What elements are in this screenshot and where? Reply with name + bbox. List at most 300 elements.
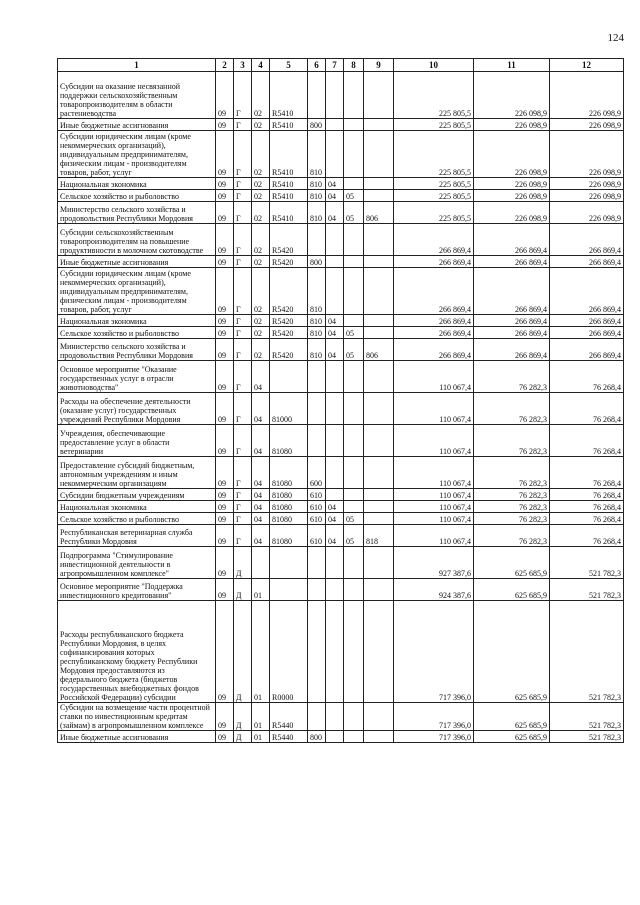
table-row	[58, 525, 624, 547]
row-value-cell	[344, 547, 364, 579]
row-value-cell: 04	[326, 501, 344, 513]
table-row	[58, 731, 624, 743]
row-value-cell: 05	[344, 339, 364, 361]
row-name-cell: Субсидии на оказание несвязанной поддержки сельскохозяйственным товаропроизводителям в области растениеводства	[58, 72, 216, 119]
row-value-cell	[364, 224, 394, 256]
row-value-cell: 226 098,9	[550, 119, 624, 131]
row-value-cell: Г	[234, 72, 252, 119]
row-value-cell	[326, 131, 344, 178]
row-value-cell: 01	[252, 731, 270, 743]
budget-table	[57, 58, 624, 743]
row-name-cell: Сельское хозяйство и рыболовство	[58, 190, 216, 202]
row-value-cell: R5420	[270, 256, 308, 268]
row-value-cell	[364, 425, 394, 457]
row-value-cell: 09	[216, 361, 234, 393]
table-row	[58, 489, 624, 501]
row-value-cell: 110 067,4	[394, 489, 474, 501]
row-value-cell: 110 067,4	[394, 457, 474, 489]
row-value-cell: 110 067,4	[394, 501, 474, 513]
row-value-cell: 810	[308, 339, 326, 361]
row-value-cell: 810	[308, 202, 326, 224]
table-row	[58, 457, 624, 489]
row-value-cell: 09	[216, 178, 234, 190]
table-body	[58, 72, 624, 743]
row-value-cell: 76 282,3	[474, 525, 550, 547]
row-value-cell	[344, 361, 364, 393]
row-value-cell	[364, 457, 394, 489]
row-value-cell: R5420	[270, 268, 308, 315]
row-value-cell: 76 268,4	[550, 457, 624, 489]
row-value-cell: 266 869,4	[394, 339, 474, 361]
row-value-cell: 81080	[270, 489, 308, 501]
table-row	[58, 339, 624, 361]
table-row	[58, 547, 624, 579]
row-value-cell: 600	[308, 457, 326, 489]
row-value-cell: 81080	[270, 513, 308, 525]
column-header: 11	[474, 59, 550, 72]
row-value-cell: 266 869,4	[550, 315, 624, 327]
column-header: 4	[252, 59, 270, 72]
row-value-cell	[364, 327, 394, 339]
row-value-cell: 09	[216, 393, 234, 425]
row-value-cell	[344, 457, 364, 489]
row-value-cell: 76 282,3	[474, 393, 550, 425]
row-value-cell	[344, 315, 364, 327]
row-value-cell: 02	[252, 190, 270, 202]
row-value-cell: 266 869,4	[474, 256, 550, 268]
table-row	[58, 361, 624, 393]
row-value-cell	[326, 361, 344, 393]
row-value-cell: 625 685,9	[474, 579, 550, 601]
row-value-cell: 521 782,3	[550, 731, 624, 743]
row-value-cell: Г	[234, 513, 252, 525]
row-value-cell: 09	[216, 489, 234, 501]
row-value-cell: R5440	[270, 731, 308, 743]
table-row	[58, 72, 624, 119]
row-name-cell: Основное мероприятие "Оказание государственных услуг в отрасли животноводства"	[58, 361, 216, 393]
row-value-cell: 266 869,4	[394, 224, 474, 256]
row-value-cell: 05	[344, 513, 364, 525]
row-value-cell: 09	[216, 339, 234, 361]
row-value-cell: 02	[252, 119, 270, 131]
row-value-cell	[270, 579, 308, 601]
column-header: 10	[394, 59, 474, 72]
row-value-cell: 266 869,4	[394, 268, 474, 315]
row-value-cell: 927 387,6	[394, 547, 474, 579]
row-value-cell	[344, 72, 364, 119]
row-value-cell: 09	[216, 731, 234, 743]
row-value-cell: 76 268,4	[550, 525, 624, 547]
row-value-cell: 09	[216, 202, 234, 224]
row-value-cell: 810	[308, 315, 326, 327]
row-value-cell: Г	[234, 327, 252, 339]
row-value-cell: 04	[326, 327, 344, 339]
row-value-cell: 110 067,4	[394, 393, 474, 425]
row-name-cell: Субсидии на возмещение части процентной ставки по инвестиционным кредитам (займам) в агропромышленном комплексе	[58, 703, 216, 731]
row-value-cell: 806	[364, 339, 394, 361]
row-value-cell	[326, 703, 344, 731]
row-value-cell: 05	[344, 202, 364, 224]
row-value-cell: 521 782,3	[550, 579, 624, 601]
row-value-cell	[326, 457, 344, 489]
row-value-cell: 924 387,6	[394, 579, 474, 601]
row-value-cell: 810	[308, 178, 326, 190]
row-value-cell	[364, 489, 394, 501]
row-value-cell: 04	[326, 513, 344, 525]
row-value-cell: 04	[252, 393, 270, 425]
row-value-cell	[364, 361, 394, 393]
row-value-cell: 800	[308, 119, 326, 131]
row-value-cell: 610	[308, 501, 326, 513]
column-header: 12	[550, 59, 624, 72]
row-value-cell: 05	[344, 190, 364, 202]
row-name-cell: Республиканская ветеринарная служба Республики Мордовия	[58, 525, 216, 547]
row-value-cell: 76 268,4	[550, 425, 624, 457]
row-value-cell	[308, 72, 326, 119]
row-value-cell	[364, 393, 394, 425]
row-value-cell: 09	[216, 327, 234, 339]
row-value-cell	[308, 425, 326, 457]
row-name-cell: Национальная экономика	[58, 315, 216, 327]
row-value-cell: 225 805,5	[394, 72, 474, 119]
row-value-cell: 110 067,4	[394, 525, 474, 547]
row-value-cell: 09	[216, 224, 234, 256]
table-row	[58, 601, 624, 703]
row-value-cell: 76 282,3	[474, 513, 550, 525]
row-value-cell: 05	[344, 327, 364, 339]
row-value-cell	[326, 425, 344, 457]
row-value-cell: 09	[216, 256, 234, 268]
row-name-cell: Иные бюджетные ассигнования	[58, 119, 216, 131]
row-value-cell: 01	[252, 703, 270, 731]
row-value-cell: 226 098,9	[474, 190, 550, 202]
row-value-cell: 266 869,4	[550, 224, 624, 256]
row-value-cell: 226 098,9	[474, 119, 550, 131]
row-value-cell: 225 805,5	[394, 119, 474, 131]
row-value-cell: 02	[252, 327, 270, 339]
row-value-cell: Г	[234, 315, 252, 327]
row-value-cell: 625 685,9	[474, 703, 550, 731]
row-value-cell: 02	[252, 72, 270, 119]
row-value-cell: 226 098,9	[474, 131, 550, 178]
row-value-cell: Г	[234, 393, 252, 425]
table-row	[58, 703, 624, 731]
row-value-cell: Г	[234, 256, 252, 268]
row-value-cell: 717 396,0	[394, 731, 474, 743]
row-value-cell: 610	[308, 513, 326, 525]
row-value-cell: 09	[216, 525, 234, 547]
row-value-cell: 521 782,3	[550, 703, 624, 731]
row-value-cell: 610	[308, 525, 326, 547]
row-value-cell: 625 685,9	[474, 731, 550, 743]
row-value-cell: Г	[234, 525, 252, 547]
row-value-cell: 266 869,4	[550, 268, 624, 315]
row-value-cell	[326, 224, 344, 256]
row-value-cell: 76 282,3	[474, 489, 550, 501]
column-header: 8	[344, 59, 364, 72]
row-value-cell: 04	[252, 425, 270, 457]
row-value-cell: Д	[234, 731, 252, 743]
row-value-cell	[364, 268, 394, 315]
row-name-cell: Министерство сельского хозяйства и продовольствия Республики Мордовия	[58, 202, 216, 224]
row-value-cell	[326, 256, 344, 268]
row-value-cell: 04	[326, 315, 344, 327]
row-value-cell: Г	[234, 268, 252, 315]
row-value-cell: 76 282,3	[474, 501, 550, 513]
row-value-cell: 09	[216, 703, 234, 731]
row-value-cell: 226 098,9	[550, 202, 624, 224]
row-value-cell: R0000	[270, 601, 308, 703]
row-value-cell: R5410	[270, 202, 308, 224]
row-value-cell	[308, 579, 326, 601]
row-value-cell: R5410	[270, 190, 308, 202]
row-value-cell	[344, 178, 364, 190]
column-header: 9	[364, 59, 394, 72]
row-name-cell: Иные бюджетные ассигнования	[58, 256, 216, 268]
row-name-cell: Сельское хозяйство и рыболовство	[58, 327, 216, 339]
row-name-cell: Основное мероприятие "Поддержка инвестиционного кредитования"	[58, 579, 216, 601]
row-value-cell: 76 282,3	[474, 361, 550, 393]
row-value-cell: R5410	[270, 119, 308, 131]
row-value-cell: 226 098,9	[474, 178, 550, 190]
row-value-cell	[270, 361, 308, 393]
row-value-cell: 01	[252, 601, 270, 703]
row-value-cell: 266 869,4	[394, 327, 474, 339]
row-value-cell	[364, 513, 394, 525]
row-value-cell: 76 268,4	[550, 513, 624, 525]
row-value-cell	[364, 119, 394, 131]
row-value-cell	[344, 393, 364, 425]
row-value-cell: 266 869,4	[394, 315, 474, 327]
row-value-cell: 225 805,5	[394, 202, 474, 224]
row-value-cell: 266 869,4	[474, 268, 550, 315]
row-value-cell: 717 396,0	[394, 703, 474, 731]
row-value-cell: Д	[234, 703, 252, 731]
row-value-cell: 266 869,4	[394, 256, 474, 268]
row-value-cell	[364, 579, 394, 601]
row-value-cell	[308, 393, 326, 425]
table-row	[58, 315, 624, 327]
row-value-cell	[270, 547, 308, 579]
row-value-cell	[364, 256, 394, 268]
row-value-cell	[308, 361, 326, 393]
row-value-cell: 266 869,4	[550, 339, 624, 361]
row-value-cell	[326, 72, 344, 119]
row-value-cell	[344, 579, 364, 601]
row-value-cell: Г	[234, 501, 252, 513]
row-value-cell: Г	[234, 457, 252, 489]
row-value-cell	[344, 425, 364, 457]
row-value-cell: 226 098,9	[550, 190, 624, 202]
row-value-cell: 717 396,0	[394, 601, 474, 703]
row-value-cell: R5410	[270, 131, 308, 178]
row-name-cell: Подпрограмма "Стимулирование инвестиционной деятельности в агропромышленном комплексе"	[58, 547, 216, 579]
row-value-cell: 110 067,4	[394, 425, 474, 457]
table-row	[58, 268, 624, 315]
row-value-cell: 04	[252, 489, 270, 501]
row-value-cell: R5440	[270, 703, 308, 731]
row-value-cell: R5410	[270, 178, 308, 190]
row-value-cell: Г	[234, 131, 252, 178]
row-value-cell: 04	[252, 525, 270, 547]
row-value-cell: Г	[234, 489, 252, 501]
row-value-cell: 76 282,3	[474, 425, 550, 457]
row-value-cell: 226 098,9	[550, 72, 624, 119]
table-row	[58, 131, 624, 178]
row-value-cell: 266 869,4	[474, 327, 550, 339]
row-value-cell: Г	[234, 202, 252, 224]
column-header: 6	[308, 59, 326, 72]
row-value-cell: 09	[216, 547, 234, 579]
row-value-cell: R5420	[270, 339, 308, 361]
row-value-cell: R5420	[270, 315, 308, 327]
row-value-cell: Г	[234, 190, 252, 202]
row-value-cell: 09	[216, 72, 234, 119]
row-value-cell	[364, 178, 394, 190]
row-value-cell	[326, 393, 344, 425]
row-value-cell: 818	[364, 525, 394, 547]
column-header: 2	[216, 59, 234, 72]
row-value-cell: 625 685,9	[474, 601, 550, 703]
row-value-cell: 05	[344, 525, 364, 547]
row-value-cell	[308, 703, 326, 731]
row-value-cell: Г	[234, 361, 252, 393]
row-value-cell: 09	[216, 268, 234, 315]
row-value-cell	[326, 268, 344, 315]
row-value-cell: 800	[308, 731, 326, 743]
row-value-cell: 09	[216, 190, 234, 202]
row-value-cell	[364, 190, 394, 202]
row-value-cell: 76 268,4	[550, 489, 624, 501]
row-value-cell	[344, 224, 364, 256]
row-value-cell	[344, 131, 364, 178]
column-header: 1	[58, 59, 216, 72]
row-value-cell: Г	[234, 339, 252, 361]
row-value-cell: R5410	[270, 72, 308, 119]
row-value-cell: 266 869,4	[474, 224, 550, 256]
row-value-cell	[344, 268, 364, 315]
row-value-cell: 09	[216, 457, 234, 489]
row-value-cell	[326, 731, 344, 743]
row-value-cell: Г	[234, 425, 252, 457]
row-value-cell: 226 098,9	[550, 178, 624, 190]
row-value-cell: 04	[326, 202, 344, 224]
row-value-cell: 625 685,9	[474, 547, 550, 579]
row-value-cell	[364, 501, 394, 513]
row-value-cell: 266 869,4	[474, 315, 550, 327]
row-value-cell: 76 268,4	[550, 361, 624, 393]
page-number: 124	[607, 32, 624, 44]
row-value-cell: 266 869,4	[474, 339, 550, 361]
row-value-cell	[364, 731, 394, 743]
row-value-cell: 01	[252, 579, 270, 601]
row-value-cell	[326, 579, 344, 601]
row-value-cell: 610	[308, 489, 326, 501]
row-value-cell: 04	[252, 513, 270, 525]
row-value-cell	[364, 601, 394, 703]
row-value-cell: 09	[216, 579, 234, 601]
row-value-cell: 04	[326, 178, 344, 190]
row-name-cell: Сельское хозяйство и рыболовство	[58, 513, 216, 525]
table-row	[58, 425, 624, 457]
row-value-cell	[364, 72, 394, 119]
table-row	[58, 202, 624, 224]
row-value-cell: 521 782,3	[550, 547, 624, 579]
row-value-cell: 226 098,9	[550, 131, 624, 178]
row-value-cell: 02	[252, 339, 270, 361]
column-header: 5	[270, 59, 308, 72]
row-value-cell: Г	[234, 178, 252, 190]
row-value-cell: 04	[326, 339, 344, 361]
table-row	[58, 513, 624, 525]
row-value-cell	[308, 601, 326, 703]
row-value-cell	[364, 703, 394, 731]
row-value-cell	[344, 703, 364, 731]
row-value-cell: 81080	[270, 501, 308, 513]
row-value-cell	[364, 131, 394, 178]
row-name-cell: Субсидии бюджетным учреждениям	[58, 489, 216, 501]
table-row	[58, 579, 624, 601]
table-row	[58, 178, 624, 190]
row-value-cell	[344, 256, 364, 268]
row-name-cell: Субсидии сельскохозяйственным товаропроизводителям на повышение продуктивности в молочном скотоводстве	[58, 224, 216, 256]
row-name-cell: Национальная экономика	[58, 501, 216, 513]
row-name-cell: Субсидии юридическим лицам (кроме некоммерческих организаций), индивидуальным предпринимателям, физическим лицам - производителям товаров, работ, услуг	[58, 268, 216, 315]
row-value-cell	[364, 315, 394, 327]
row-value-cell: 810	[308, 131, 326, 178]
row-value-cell: 110 067,4	[394, 513, 474, 525]
row-value-cell: 04	[326, 525, 344, 547]
table-row	[58, 501, 624, 513]
row-value-cell: 09	[216, 501, 234, 513]
row-value-cell: Д	[234, 601, 252, 703]
table-row	[58, 393, 624, 425]
row-value-cell: 266 869,4	[550, 327, 624, 339]
row-value-cell: 04	[326, 190, 344, 202]
row-name-cell: Предоставление субсидий бюджетным, автономным учреждениям и иным некоммерческим организациям	[58, 457, 216, 489]
column-header: 7	[326, 59, 344, 72]
row-value-cell: 225 805,5	[394, 190, 474, 202]
row-value-cell: 09	[216, 601, 234, 703]
row-value-cell: 225 805,5	[394, 178, 474, 190]
row-value-cell: 226 098,9	[474, 202, 550, 224]
row-value-cell: 226 098,9	[474, 72, 550, 119]
row-value-cell: 02	[252, 202, 270, 224]
row-value-cell: 81000	[270, 393, 308, 425]
row-value-cell: R5420	[270, 224, 308, 256]
row-value-cell: 81080	[270, 425, 308, 457]
row-value-cell	[326, 489, 344, 501]
row-value-cell: 09	[216, 119, 234, 131]
row-value-cell	[326, 547, 344, 579]
row-value-cell: 09	[216, 425, 234, 457]
row-value-cell: 806	[364, 202, 394, 224]
row-value-cell: 800	[308, 256, 326, 268]
row-value-cell	[308, 547, 326, 579]
row-value-cell: R5420	[270, 327, 308, 339]
row-value-cell: 810	[308, 327, 326, 339]
column-header: 3	[234, 59, 252, 72]
table-header-row	[58, 59, 624, 72]
row-name-cell: Национальная экономика	[58, 178, 216, 190]
table-row	[58, 190, 624, 202]
row-name-cell: Министерство сельского хозяйства и продовольствия Республики Мордовия	[58, 339, 216, 361]
row-value-cell	[344, 489, 364, 501]
row-value-cell	[344, 731, 364, 743]
table-row	[58, 256, 624, 268]
row-value-cell: 02	[252, 315, 270, 327]
row-value-cell: Д	[234, 579, 252, 601]
